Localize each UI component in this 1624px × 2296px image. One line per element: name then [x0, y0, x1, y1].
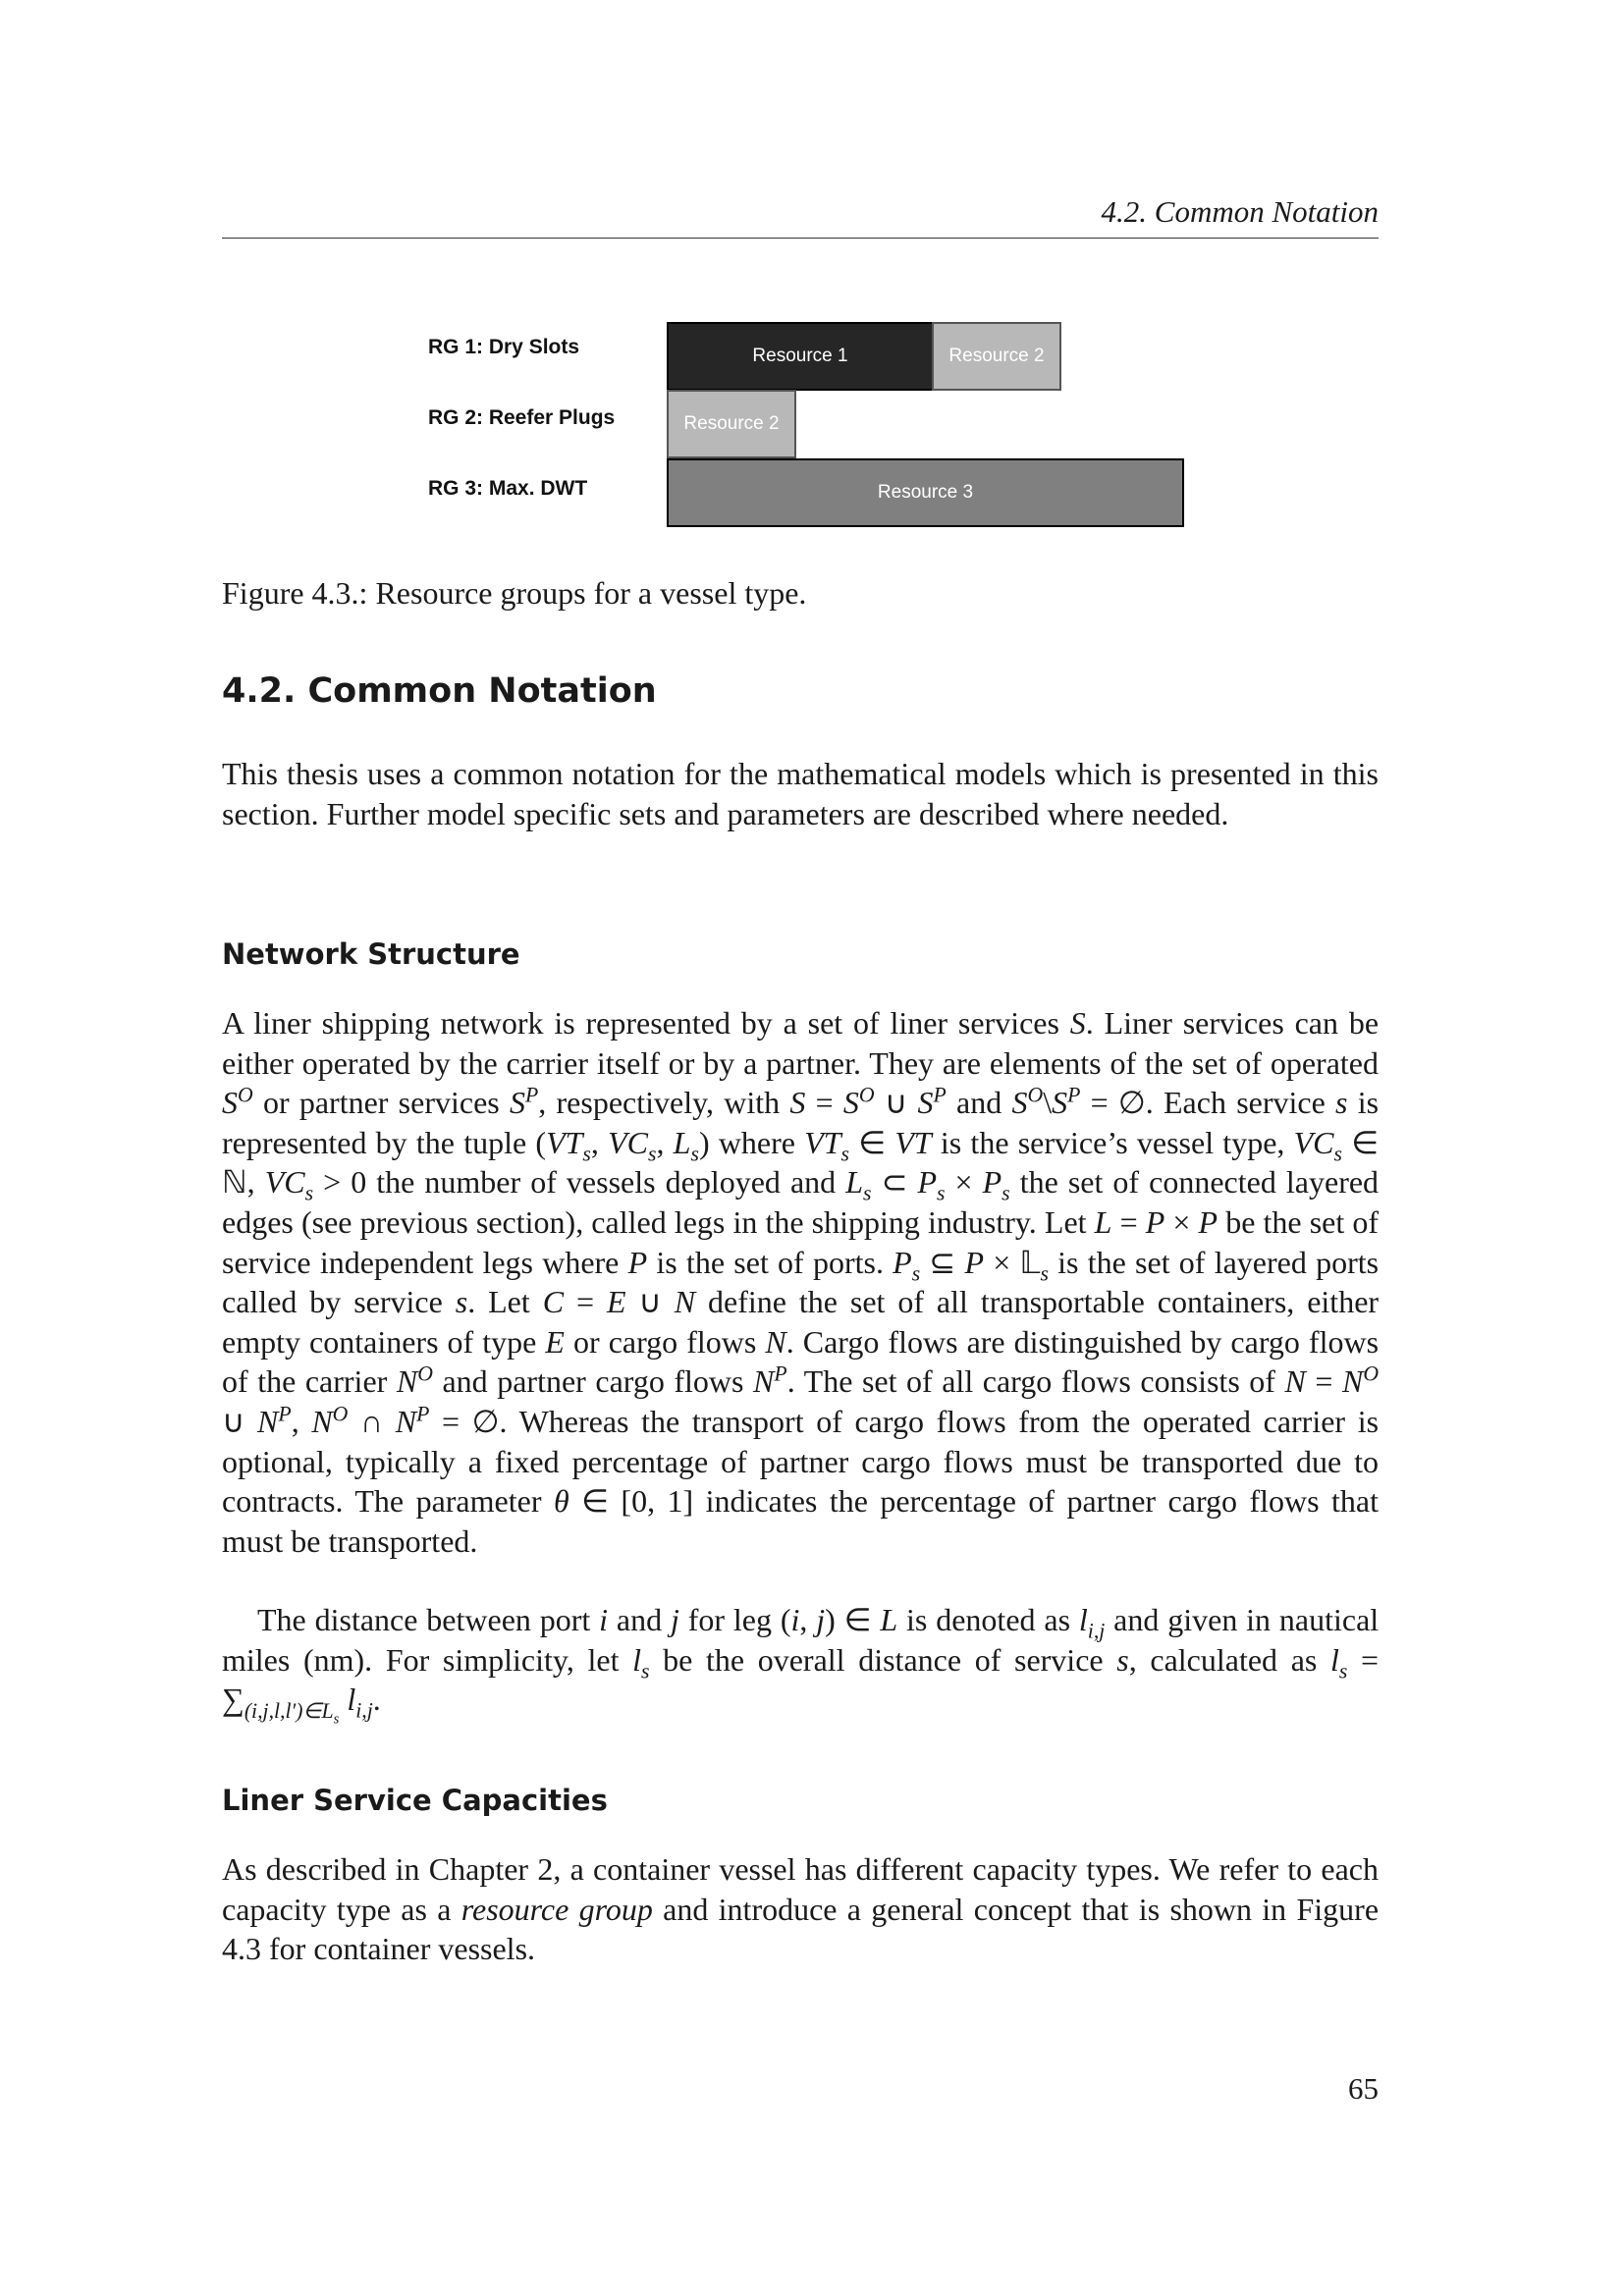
rg3-label: RG 3: Max. DWT — [428, 477, 588, 500]
rg1-resource1-bar: Resource 1 — [667, 322, 934, 391]
rg1-label: RG 1: Dry Slots — [428, 336, 580, 358]
running-head-title: 4.2. Common Notation — [1101, 194, 1379, 229]
rg2-resource2-bar: Resource 2 — [667, 390, 796, 458]
rg2-label: RG 2: Reefer Plugs — [428, 406, 616, 429]
page-number: 65 — [1348, 2071, 1379, 2106]
network-structure-paragraph: A liner shipping network is represented by a set of liner services S. Liner services can be either operated by the carrier itself or by a partner. They are elements of the set of operated $S^O$ or partner services $S^P$, respectively, with $S = S^O$ ∪ $S^P$ and $S^O\backslash S^P$ = ∅. Each service s is represented by the tuple ($VT_s$, $VC_s$, $L_s$) where $VT_s$ ∈ VT is the service’s vessel type, $VC_s$ ∈ ℕ, $VC_s > 0$ the number of vessels deployed and $L_s$ ⊂ $P_s \times P_s$ the set of connected layered edges (see previous section), called legs in the shipping industry. Let L = P × P be the set of service independent legs where P is the set of ports. $P_s$ ⊆ P × 𝕃$_s$ is the set of layered ports called by service s. Let C = E ∪ N define the set of all transportable containers, either empty containers of type E or cargo flows N. Cargo flows are distinguished by cargo flows of the carrier $N^O$ and partner cargo flows $N^P$. The set of all cargo flows consists of $N = N^O$ ∪ $N^P$, $N^O$ ∩ $N^P$ = ∅. Whereas the transport of cargo flows from the operated carrier is optional, typically a fixed percentage of partner cargo flows must be transported due to contracts. The parameter θ ∈ [0, 1] indicates the percentage of partner cargo flows that must be transported. — [222, 1005, 1380, 1559]
section-intro: This thesis uses a common notation for the mathematical models which is presented in this section. Further model specific sets and parameters are described where needed. — [222, 756, 1379, 831]
capacities-paragraph: As described in Chapter 2, a container vessel has different capacity types. We refer to each capacity type as a resource group and introduce a general concept that is shown in Figure 4.3 for container vessels. — [222, 1851, 1380, 1967]
network-structure-heading: Network Structure — [222, 937, 520, 971]
capacities-heading: Liner Service Capacities — [222, 1784, 608, 1817]
rg1-resource2-bar: Resource 2 — [932, 322, 1061, 391]
figure-caption: Figure 4.3.: Resource groups for a vessel type. — [222, 575, 807, 611]
section-heading: 4.2. Common Notation — [222, 671, 657, 711]
running-head — [222, 192, 1379, 239]
rg3-resource3-bar: Resource 3 — [667, 458, 1184, 527]
distance-paragraph: The distance between port i and j for leg (i, j) ∈ L is denoted as $l_{i,j}$ and given in nautical miles (nm). For simplicity, let $l_s$ be the overall distance of service s, calculated as $l_s = \sum_{(i,j,l,l')\in L_s}$ $l_{i,j}$. — [222, 1602, 1380, 1727]
